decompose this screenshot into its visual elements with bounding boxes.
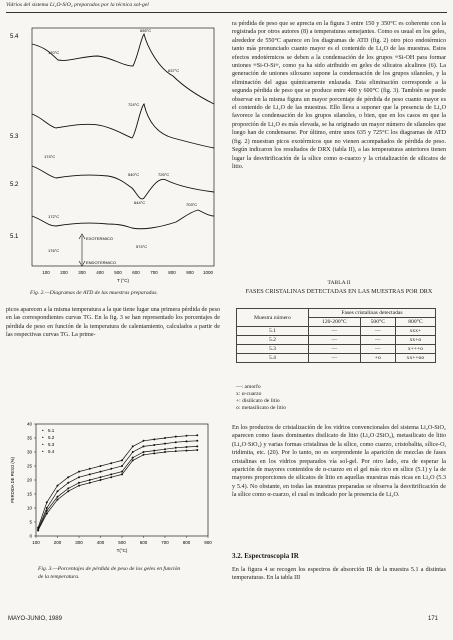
th-temp-1: 500°C [360, 318, 395, 327]
fig3-point-5.4-4 [78, 485, 80, 487]
fig3-point-5.3-15 [196, 445, 198, 447]
fig3-point-5.3-9 [132, 457, 134, 459]
right-column-text-2 [232, 424, 446, 502]
table-row: 5.1 — — xxx+ [237, 327, 436, 336]
fig2-curve-label-1: 5.3 [10, 134, 19, 140]
fig2-x-ticks [42, 270, 213, 275]
fig3-legend-label-5.1: 5.1 [48, 428, 55, 433]
fig3-point-5.3-13 [175, 447, 177, 449]
table-row: 5.3 — — x+++o [237, 345, 436, 354]
fig3-point-5.4-6 [100, 479, 102, 481]
fig3-ytick-label-8: 40 [26, 421, 32, 427]
fig3-point-5.1-1 [46, 501, 48, 503]
fig3-point-5.1-7 [110, 462, 112, 464]
fig3-xtick-label-1: 200 [53, 540, 62, 545]
fig3-point-5.1-8 [121, 459, 123, 461]
fig3-point-5.2-13 [175, 441, 177, 443]
table-2-notes [236, 384, 286, 412]
fig3-xtick-label-4: 500 [118, 540, 126, 545]
th-phases: Fases cristalinas detectadas [308, 309, 435, 318]
fig3-point-5.3-8 [121, 471, 123, 473]
fig2-peak-11: 574°C [136, 244, 148, 249]
fig3-point-5.3-3 [67, 487, 69, 489]
fig3-point-5.1-14 [186, 435, 188, 437]
dta-curve-5-3 [32, 104, 214, 148]
right-column-text-1 [232, 20, 446, 173]
fig3-xtick-label-0: 100 [32, 540, 40, 545]
table-note: +: disilicato de litio [236, 398, 280, 404]
figure-2-dta [8, 26, 220, 300]
table-row: 5.2 — — xx+o [237, 336, 436, 345]
fig3-point-5.2-2 [57, 490, 59, 492]
fig3-point-5.4-0 [37, 529, 39, 531]
fig3-point-5.1-15 [196, 434, 198, 436]
fig3-ytick-label-6: 30 [26, 449, 32, 455]
fig3-point-5.1-3 [67, 476, 69, 478]
fig3-y-axis-label: PERDIDA DE PESO (%) [10, 457, 15, 503]
fig3-point-5.2-14 [186, 440, 188, 442]
fig3-point-5.2-5 [89, 473, 91, 475]
th-temp-2: 800°C [395, 318, 435, 327]
fig3-ytick-label-2: 10 [26, 505, 32, 511]
fig2-peak-8: 172°C [48, 214, 60, 219]
fig2-peak-10: 176°C [48, 248, 60, 253]
fig3-legend-marker-5.4: • [42, 449, 44, 454]
fig3-point-5.3-1 [46, 510, 48, 512]
fig3-point-5.2-1 [46, 507, 48, 509]
page-number: 171 [428, 616, 439, 622]
table-row: 5.4 — +o xx++oo [237, 354, 436, 363]
fig2-peak-6: 724°C [128, 102, 140, 107]
fig3-point-5.3-14 [186, 446, 188, 448]
fig3-point-5.1-10 [143, 440, 145, 442]
table-2-label: TABLA II [327, 280, 351, 286]
footer-date: MAYO-JUNIO, 1989 [8, 616, 62, 622]
fig3-point-5.2-3 [67, 482, 69, 484]
fig3-legend-marker-5.1: • [42, 428, 44, 433]
left-column-text [6, 306, 220, 342]
fig2-peak-3: 725°C [158, 172, 170, 177]
table-note: —: amorfo [236, 384, 261, 390]
fig3-xtick-label-8: 900 [204, 540, 212, 545]
fig3-point-5.2-11 [153, 444, 155, 446]
fig3-x-axis-label: T(°C) [116, 548, 128, 553]
section-heading: 3.2. Espectroscopia IR [232, 552, 299, 560]
fig3-point-5.2-7 [110, 468, 112, 470]
fig3-point-5.1-13 [175, 436, 177, 438]
fig3-point-5.3-12 [164, 448, 166, 450]
dta-curve-5-4 [32, 34, 214, 104]
fig3-point-5.4-9 [132, 459, 134, 461]
left-paragraph: picos aparecen a la misma temperatura a la que tiene lugar una primera pérdida de peso en las correspondientes curvas TG. En la fig. 3 se han representado los porcentajes de pérdida de peso en función de la temperatura de calentamiento, calculados a partir de las respectivas curvas TG. La prime- [6, 307, 220, 339]
fig2-xtick-3: 400 [96, 270, 104, 275]
fig3-point-5.2-4 [78, 476, 80, 478]
fig3-point-5.4-15 [196, 449, 198, 451]
fig3-point-5.4-5 [89, 482, 91, 484]
fig3-series-line-5.4 [38, 450, 197, 530]
fig3-series-line-5.2 [38, 441, 197, 529]
fig3-point-5.3-5 [89, 479, 91, 481]
right-paragraph-2: En los productos de cristalización de los vidrios convencionales del sistema Li₂O-SiO₂ aparecen como fases dominantes disilicato de litio (Li₂O·2SiO₂), metasilicato de litio (Li₂O·SiO₂) y varias formas cristalinas de la sílice, como cuarzo, cristobalita, sílice-O, tridimita, etc. (20). Por lo tanto, no es sorprendente la aparición de mezclas de fases cristalinas en los vidrios preparados vía sol-gel. Por otro lado, era de esperar la aparición de mayores contenidos de α-cuarzo en el gel más rico en sílice (5.1) y la de mayores proporciones de silicatos de litio en aquellas muestras más ricas en Li₂O (5.3 y 5.4). No obstante, en todas las muestras preparadas se observa la desvitrificación de la sílice como α-cuarzo, el cual es indicado por la presencia de Li₂O. [232, 425, 446, 499]
fig3-point-5.3-4 [78, 482, 80, 484]
th-sample: Muestra número [237, 309, 309, 327]
fig3-point-5.2-10 [143, 445, 145, 447]
right-paragraph-3: En la figura 4 se recogen los espectros de absorción IR de la muestra 5.1 a distintas temperaturas. En la tabla III [232, 567, 446, 582]
fig3-point-5.2-6 [100, 471, 102, 473]
fig2-xtick-0: 100 [42, 270, 50, 275]
fig3-legend-label-5.3: 5.3 [48, 442, 55, 447]
header-rule [6, 12, 447, 13]
right-paragraph-1: ra pérdida de peso que se aprecia en la figura 3 entre 150 y 350°C es coherente con la registrada por otros autores (8) a temperaturas semejantes. Como es usual en los geles, alrededor de 550°C aparece en los diagramas de ATD (fig. 2) otro pico endotérmico tanto más pronunciado cuanto mayor es el contenido de Li₂O de las muestras. Estos efectos endotérmicos se deben a la condensación de los grupos ≡Si-OH para formar uniones ≡Si-O-Si≡, como ya ha sido atribuido en geles de silicatos alcalinos (6). La generación de uniones siloxano supone la condensación de los grupos silanoles, y la eliminación del agua químicamente enlazada. Esta eliminación corresponde a la segunda pérdida de peso que se produce entre 400 y 600°C (fig. 3). También se puede observar en la misma figura un mayor porcentaje de pérdida de peso cuanto mayor es el contenido de Li₂O de las muestras. Ello lleva a suponer que la presencia de Li₂O favorece la condensación de los grupos silanoles, o bien, que en los casos en que la proporción de Li₂O es más elevada, se ha originado un mayor número de silanoles que luego han de condensarse. Por último, entre unos 635 y 725°C los diagramas de ATD (fig. 2) muestran picos exotérmicos que no vienen acompañados de pérdida de peso. Según indicaron los resultados de DRX (tabla II), a las temperaturas anteriores tienen lugar la desvitrificación de la sílice como α-cuarzo y la cristalización de silicatos de litio. [232, 21, 446, 170]
fig3-point-5.3-10 [143, 451, 145, 453]
fig3-xtick-label-6: 700 [161, 540, 169, 545]
fig2-xtick-2: 300 [78, 270, 86, 275]
fig3-point-5.3-7 [110, 473, 112, 475]
fig3-ytick-label-7: 35 [26, 435, 32, 441]
fig3-point-5.1-9 [132, 445, 134, 447]
fig3-ytick-label-0: 0 [29, 533, 32, 539]
dta-curve-5-2 [32, 166, 214, 199]
fig2-peak-9: 703°C [186, 202, 198, 207]
running-header: Vidrios del sistema Li₂O-SiO₂ preparados por la técnica sol-gel [6, 2, 149, 8]
figure-3-chart [6, 418, 220, 564]
fig3-ytick-label-3: 15 [26, 491, 32, 497]
fig3-point-5.1-4 [78, 471, 80, 473]
fig3-xtick-label-7: 800 [182, 540, 191, 545]
fig3-point-5.1-6 [100, 465, 102, 467]
fig2-peak-1: 655°C [140, 28, 152, 33]
fig3-point-5.4-11 [153, 452, 155, 454]
legend-exo: EXOTERMICO [86, 236, 113, 241]
fig3-series-line-5.3 [38, 446, 197, 530]
fig3-legend-marker-5.3: • [42, 442, 44, 447]
fig3-legend-label-5.4: 5.4 [48, 449, 55, 454]
fig2-curve-label-3: 5.1 [10, 234, 19, 240]
fig3-point-5.3-2 [57, 496, 59, 498]
legend-endo: ENDOTERMICO [86, 260, 116, 265]
fig2-peak-4: 174°C [44, 154, 56, 159]
th-temp-0: 120-200°C [308, 318, 360, 327]
fig3-point-5.3-11 [153, 450, 155, 452]
fig2-curve-label-2: 5.2 [10, 182, 19, 188]
fig2-xtick-8: 900 [186, 270, 194, 275]
fig2-xtick-6: 700 [150, 270, 158, 275]
fig3-point-5.2-8 [121, 465, 123, 467]
fig2-x-unit: T (°C) [117, 278, 129, 283]
fig3-point-5.1-12 [164, 437, 166, 439]
fig3-legend-marker-5.2: • [42, 435, 44, 440]
right-column-text-3 [232, 566, 446, 585]
fig3-ytick-label-1: 5 [29, 519, 32, 525]
fig3-series-line-5.1 [38, 435, 197, 527]
table-2 [236, 308, 436, 363]
figure-2-caption: Fig. 2.—Diagramas de ATD de las muestras preparadas. [30, 290, 158, 296]
fig2-peak-0: 170°C [48, 50, 60, 55]
fig2-xtick-9: 1000 [202, 270, 214, 275]
table-note: o: metasilicato de litio [236, 405, 286, 411]
fig3-point-5.4-12 [164, 451, 166, 453]
figure-3-caption-line-2: de la temperatura. [38, 574, 80, 580]
fig3-point-5.4-14 [186, 450, 188, 452]
fig3-point-5.3-6 [100, 476, 102, 478]
fig3-legend-label-5.2: 5.2 [48, 435, 55, 440]
fig3-point-5.2-15 [196, 440, 198, 442]
fig2-peak-2: 637°C [168, 68, 180, 73]
fig2-xtick-7: 800 [168, 270, 176, 275]
fig2-xtick-1: 200 [60, 270, 68, 275]
fig3-frame [36, 424, 208, 536]
fig3-point-5.4-1 [46, 513, 48, 515]
fig3-point-5.2-9 [132, 451, 134, 453]
fig3-point-5.4-10 [143, 454, 145, 456]
fig3-point-5.4-7 [110, 476, 112, 478]
fig3-xtick-label-2: 300 [75, 540, 83, 545]
fig3-xtick-label-5: 600 [139, 540, 148, 545]
dta-curve-5-1 [32, 210, 214, 229]
fig3-point-5.2-12 [164, 443, 166, 445]
fig3-point-5.1-5 [89, 468, 91, 470]
fig3-point-5.4-8 [121, 473, 123, 475]
table-note: x: α-cuarzo [236, 391, 262, 397]
fig3-point-5.1-2 [57, 485, 59, 487]
fig3-point-5.4-13 [175, 450, 177, 452]
fig3-point-5.4-3 [67, 490, 69, 492]
fig3-xtick-label-3: 400 [96, 540, 105, 545]
fig3-point-5.4-2 [57, 499, 59, 501]
table-2-title: FASES CRISTALINAS DETECTADAS EN LAS MUESTRAS POR DRX [245, 288, 433, 295]
fig2-curve-label-0: 5.4 [10, 34, 19, 40]
fig2-xtick-4: 500 [114, 270, 122, 275]
fig2-peak-5: 540°C [128, 172, 140, 177]
fig3-ytick-label-4: 20 [26, 477, 32, 483]
fig2-peak-7: 644°C [134, 200, 146, 205]
fig2-xtick-5: 600 [132, 270, 140, 275]
fig3-ytick-label-5: 25 [26, 463, 32, 469]
table-header-row [237, 309, 436, 318]
figure-3-caption-line-1: Fig. 3.—Porcentajes de pérdida de peso de los geles en función [38, 566, 181, 572]
fig3-point-5.1-11 [153, 438, 155, 440]
